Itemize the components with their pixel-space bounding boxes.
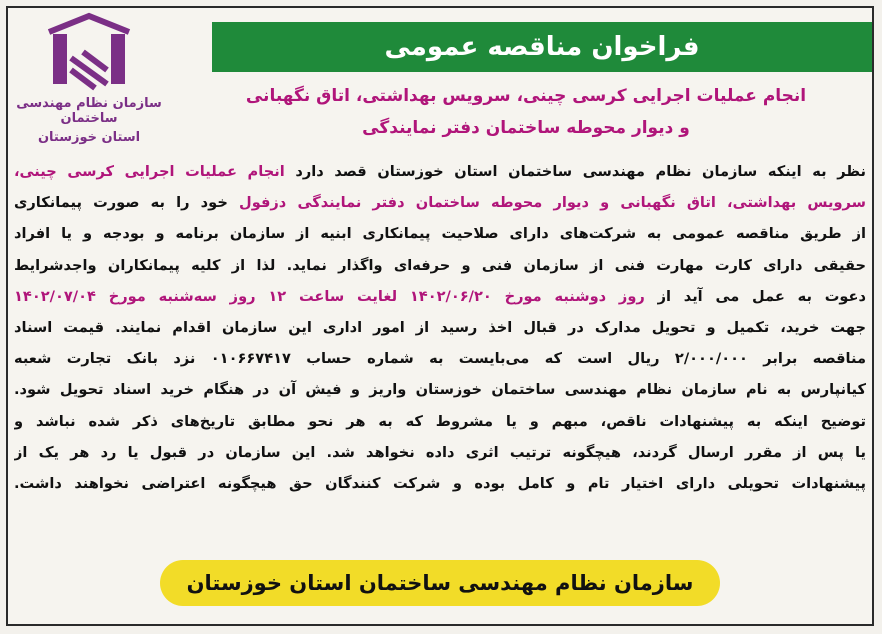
body-line-7: مناقصه برابر ۲/۰۰۰/۰۰۰ ریال است که می‌بایست به شماره حساب ۰۱۰۶۶۷۴۱۷ نزد بانک تجارت شعبه: [14, 350, 866, 368]
subtitle-line-2: و دیوار محوطه ساختمان دفتر نمایندگی: [362, 118, 690, 138]
highlight-dates: روز دوشنبه مورخ ۱۴۰۲/۰۶/۲۰ لغایت ساعت ۱۲ روز سه‌شنبه مورخ ۱۴۰۲/۰۷/۰۴: [14, 287, 645, 305]
logo-org-name: سازمان نظام مهندسی ساختمان: [16, 96, 162, 126]
body-line-9: توضیح اینکه به پیشنهادات ناقص، مبهم و یا مشروط که به هر نحو مطابق تاریخ‌های ذکر شده نباشد و: [14, 412, 866, 430]
body-line-11: پیشنهادات تحویلی دارای اختیار تام و کامل بوده و شرکت کنندگان حق هیچگونه اعتراضی نخواهند داشت.: [14, 475, 866, 493]
body-line-5: دعوت به عمل می آید از روز دوشنبه مورخ ۱۴۰۲/۰۶/۲۰ لغایت ساعت ۱۲ روز سه‌شنبه مورخ ۱۴۰۲/۰۷/۰۴: [14, 287, 866, 305]
engineering-organization-logo-icon: [39, 12, 139, 92]
footer-org-banner: سازمان نظام مهندسی ساختمان استان خوزستان: [160, 560, 720, 606]
logo-province: استان خوزستان: [37, 130, 141, 145]
body-line-8: کیانپارس به نام سازمان نظام مهندسی ساختمان خوزستان واریز و فیش آن در هنگام خرید اسناد تحویل شود.: [14, 381, 866, 399]
body-line-3: از طریق مناقصه عمومی به شرکت‌های دارای صلاحیت پیمانکاری ابنیه از سازمان برنامه و بودجه و یا افراد: [14, 225, 866, 243]
logo-block: [14, 12, 164, 152]
subtitle-line-1: انجام عملیات اجرایی کرسی چینی، سرویس بهداشتی، اتاق نگهبانی: [245, 86, 807, 106]
body-line-2: سرویس بهداشتی، اتاق نگهبانی و دیوار محوطه ساختمان دفتر نمایندگی دزفول خود را به صورت پیمانکاری: [14, 194, 866, 212]
body-line-1: نظر به اینکه سازمان نظام مهندسی ساختمان استان خوزستان قصد دارد انجام عملیات اجرایی کرسی چینی،: [14, 163, 866, 180]
highlight-project-cont: سرویس بهداشتی، اتاق نگهبانی و دیوار محوطه ساختمان دفتر نمایندگی دزفول: [239, 194, 866, 212]
body-line-6: جهت خرید، تکمیل و تحویل مدارک در قبال اخذ رسید از امور اداری این سازمان اقدام نمایند. قیمت اسناد: [14, 319, 866, 337]
body-line-4: حقیقی دارای کارت مهارت فنی از سازمان فنی و حرفه‌ای واگذار نماید. لذا از کلیه پیمانکاران واجدشرایط: [14, 256, 866, 274]
highlight-project: انجام عملیات اجرایی کرسی چینی،: [14, 163, 285, 180]
page-title: فراخوان مناقصه عمومی: [212, 22, 872, 72]
body-line-10: یا پس از مقرر ارسال گردند، هیچگونه ترتیب اثری داده نخواهد شد. این سازمان در قبول یا رد هر یک از: [14, 443, 866, 461]
notice-body: [14, 156, 866, 499]
